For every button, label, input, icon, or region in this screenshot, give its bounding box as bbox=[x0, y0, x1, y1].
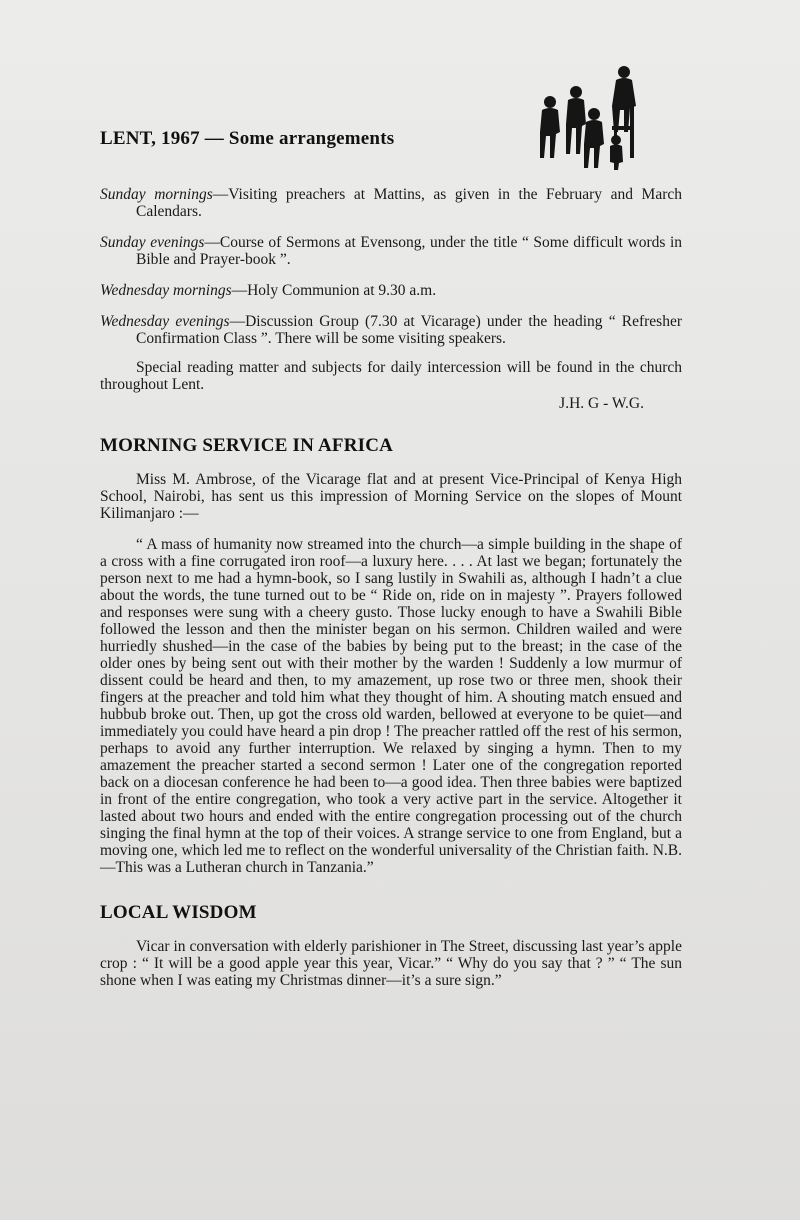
lent-item bbox=[100, 234, 682, 268]
africa-intro: Miss M. Ambrose, of the Vicarage flat and at present Vice-Principal of Kenya High School, Nairobi, has sent us this impression of Morning Service on the slopes of Mount Kilimanjaro :— bbox=[100, 471, 682, 522]
lent-item bbox=[100, 313, 682, 347]
lent-special-note: Special reading matter and subjects for daily intercession will be found in the church throughout Lent. bbox=[100, 359, 682, 393]
lent-item-text: —Discussion Group (7.30 at Vicarage) under the heading “ Refresher Confirmation Class ”. There will be some visiting speakers. bbox=[136, 313, 682, 347]
lent-item bbox=[100, 282, 682, 299]
lent-item-lead: Sunday mornings bbox=[100, 186, 213, 203]
document-body bbox=[100, 128, 682, 989]
africa-quote: “ A mass of humanity now streamed into the church—a simple building in the shape of a cross with a fine corrugated iron roof—a luxury here. . . . At last we began; fortunately the person next to me had a hymn-book, so I sang lustily in Swahili as, although I hadn’t a clue about the words, the tune turned out to be “ Ride on, ride on in majesty ”. Prayers followed and responses were sung with a cheery gusto. Those lucky enough to have a Swahili Bible followed the lesson and then the minister began on his sermon. Children wailed and were hurriedly shushed—in the case of the babies by being put to the breast; in the case of the older ones by being sent out with their mother by the warden ! Suddenly a low murmur of dissent could be heard and then, to my amazement, up rose two or three men, shook their fingers at the preacher and told him what they thought of him. A shouting match ensued and hubbub broke out. Then, up got the cross old warden, bellowed at everyone to be quiet—and immediately you could have heard a pin drop ! The preacher rattled off the rest of his sermon, perhaps to avoid any further interruption. We relaxed by singing a hymn. Then to my amazement the preacher started a second sermon ! Later one of the congregation reported back on a diocesan conference he had been to—a good idea. Then three babies were baptized in front of the entire congregation, who took a very active part in the service. Altogether it lasted about two hours and ended with the entire congregation processing out of the church singing the final hymn at the top of their voices. A strange service to one from England, but a moving one, which led me to reflect on the wonderful universality of the Christian faith. N.B.—This was a Lutheran church in Tanzania.” bbox=[100, 536, 682, 876]
lent-item bbox=[100, 186, 682, 220]
lent-item-lead: Wednesday mornings bbox=[100, 282, 232, 299]
lent-signature: J.H. G - W.G. bbox=[559, 395, 644, 412]
local-wisdom-heading: LOCAL WISDOM bbox=[100, 902, 257, 923]
africa-heading: MORNING SERVICE IN AFRICA bbox=[100, 435, 394, 456]
lent-item-lead: Sunday evenings bbox=[100, 234, 205, 251]
lent-heading: LENT, 1967 — Some arrangements bbox=[100, 128, 395, 149]
lent-item-text: —Holy Communion at 9.30 a.m. bbox=[231, 282, 437, 299]
lent-item-lead: Wednesday evenings bbox=[100, 313, 230, 330]
lent-item-text: —Course of Sermons at Evensong, under the title “ Some difficult words in Bible and Prayer-book ”. bbox=[136, 234, 683, 268]
lent-item-text: —Visiting preachers at Mattins, as given in the February and March Calendars. bbox=[136, 186, 682, 220]
local-wisdom-text: Vicar in conversation with elderly parishioner in The Street, discussing last year’s apple crop : “ It will be a good apple year this year, Vicar.” “ Why do you say that ? ” “ The sun shone when I was eating my Christmas dinner—it’s a sure sign.” bbox=[100, 938, 682, 989]
